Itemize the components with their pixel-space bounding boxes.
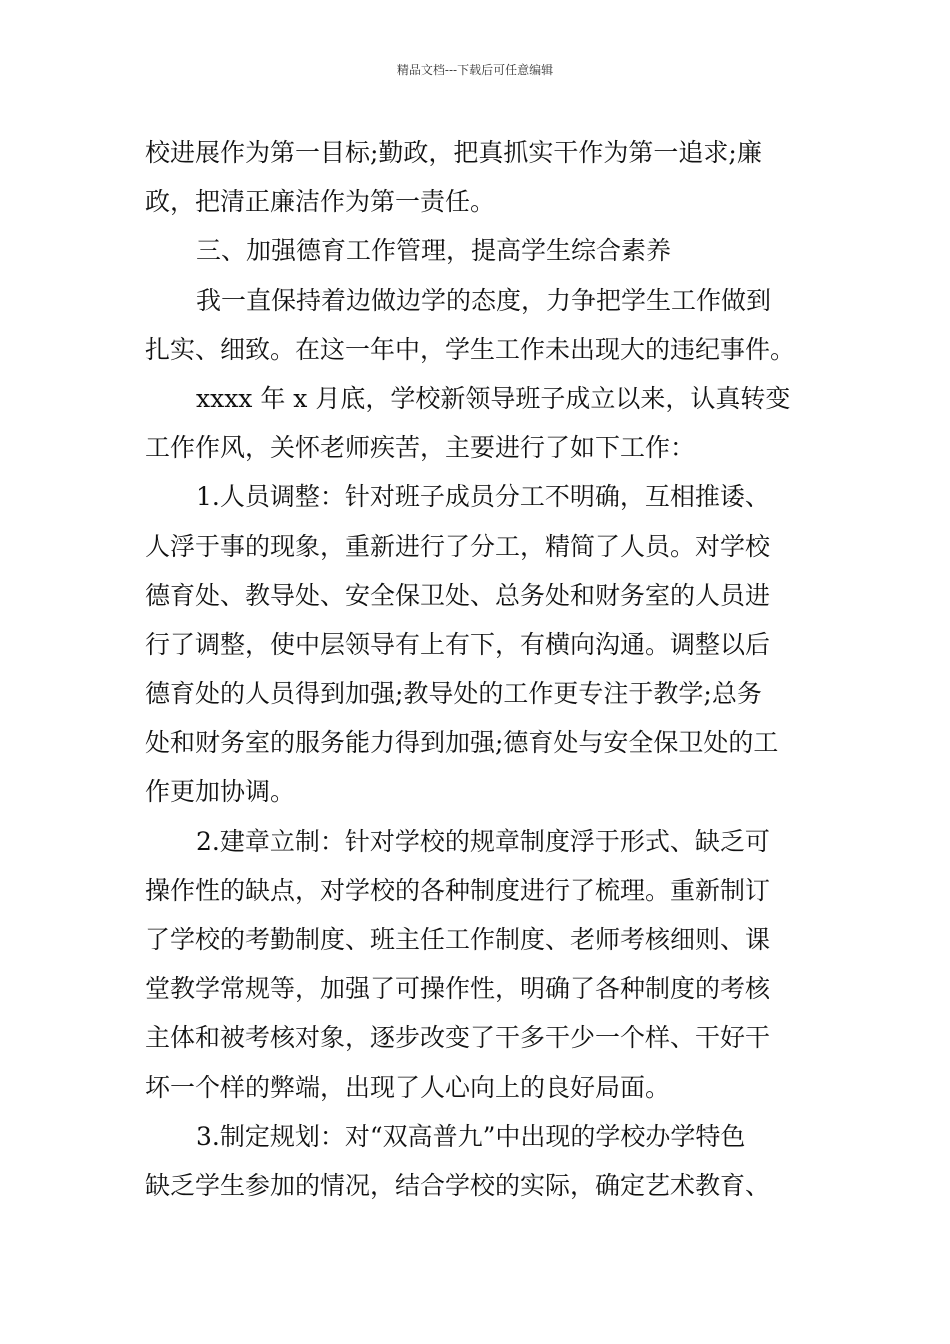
text-line: 校进展作为第一目标;勤政，把真抓实干作为第一追求;廉 xyxy=(145,138,762,167)
section-heading: 三、加强德育工作管理，提高学生综合素养 xyxy=(196,236,672,266)
document-body xyxy=(145,128,810,1210)
text-line: 主体和被考核对象，逐步改变了干多干少一个样、干好干 xyxy=(145,1023,771,1053)
page-header: 精品文档---下载后可任意编辑 xyxy=(396,63,554,77)
text-line: 扎实、细致。在这一年中，学生工作未出现大的违纪事件。 xyxy=(145,334,796,364)
text-line: 2.建章立制：针对学校的规章制度浮于形式、缺乏可 xyxy=(196,826,770,856)
text-line: 了学校的考勤制度、班主任工作制度、老师考核细则、课 xyxy=(145,925,771,954)
text-line: 坏一个样的弊端，出现了人心向上的良好局面。 xyxy=(145,1072,671,1102)
text-line: 行了调整，使中层领导有上有下，有横向沟通。调整以后 xyxy=(145,629,771,659)
text-line: 德育处、教导处、安全保卫处、总务处和财务室的人员进 xyxy=(145,580,771,610)
text-line: 德育处的人员得到加强;教导处的工作更专注于教学;总务 xyxy=(145,679,762,709)
text-line: 操作性的缺点，对学校的各种制度进行了梳理。重新制订 xyxy=(145,875,771,905)
text-line: 堂教学常规等，加强了可操作性，明确了各种制度的考核 xyxy=(145,974,771,1004)
text-line: 作更加协调。 xyxy=(145,777,296,807)
text-line: 1.人员调整：针对班子成员分工不明确，互相推诿、 xyxy=(196,482,770,512)
text-line: 工作作风，关怀老师疾苦，主要进行了如下工作： xyxy=(145,433,696,463)
text-line: 政，把清正廉洁作为第一责任。 xyxy=(145,187,496,217)
text-line: 处和财务室的服务能力得到加强;德育处与安全保卫处的工 xyxy=(145,728,779,758)
text-line: 人浮于事的现象，重新进行了分工，精简了人员。对学校 xyxy=(145,531,771,561)
text-line: 我一直保持着边做边学的态度，力争把学生工作做到 xyxy=(196,285,772,315)
text-line: 缺乏学生参加的情况，结合学校的实际，确定艺术教育、 xyxy=(145,1170,771,1200)
text-line: xxxx 年 x 月底，学校新领导班子成立以来，认真转变 xyxy=(196,383,791,413)
text-line: 3.制定规划：对“双高普九”中出现的学校办学特色 xyxy=(196,1121,746,1151)
